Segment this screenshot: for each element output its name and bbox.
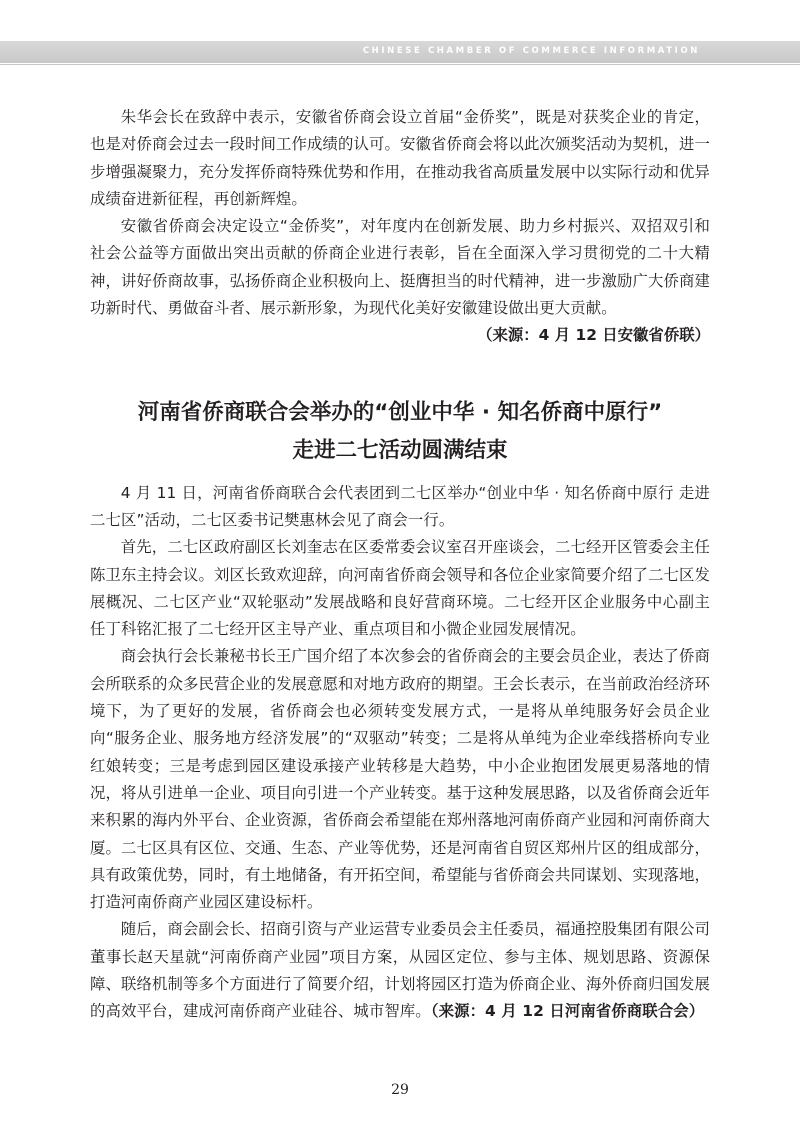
page-content	[90, 104, 710, 1026]
article2-paragraph-last	[90, 916, 710, 1025]
article2-paragraph-text: 随后，商会副会长、招商引资与产业运营专业委员会主任委员，福通控股集团有限公司董事长赵天星就“河南侨商产业园”项目方案，从园区定位、参与主体、规划思路、资源保障、联络机制等多个方面进行了简要介绍，计划将园区打造为侨商企业、海外侨商归国发展的高效平台，建成河南侨商产业硅谷、城市智库。	[90, 920, 710, 1021]
article2-source: （来源：4 月 12 日河南省侨商联合会）	[430, 1002, 705, 1021]
page-number: 29	[391, 1082, 409, 1098]
article2-paragraph: 首先，二七区政府副区长刘奎志在区委常委会议室召开座谈会，二七经开区管委会主任陈卫东主持会议。刘区长致欢迎辞，向河南省侨商会领导和各位企业家简要介绍了二七区发展概况、二七区产业“双轮驱动”发展战略和良好营商环境。二七经开区企业服务中心副主任丁科铭汇报了二七经开区主导产业、重点项目和小微企业园发展情况。	[90, 538, 710, 639]
article1-source: （来源：4 月 12 日安徽省侨联）	[477, 326, 710, 345]
article1-paragraph: 安徽省侨商会决定设立“金侨奖”，对年度内在创新发展、助力乡村振兴、双招双引和社会公益等方面做出突出贡献的侨商企业进行表彰，旨在全面深入学习贯彻党的二十大精神，讲好侨商故事，弘扬侨商企业积极向上、挺膺担当的时代精神，进一步激励广大侨商建功新时代、勇做奋斗者、展示新形象，为现代化美好安徽建设做出更大贡献。	[90, 217, 710, 318]
article2-paragraph: 商会执行会长兼秘书长王广国介绍了本次参会的省侨商会的主要会员企业，表达了侨商会所联系的众多民营企业的发展意愿和对地方政府的期望。王会长表示，在当前政治经济环境下，为了更好的发展，省侨商会也必须转变发展方式，一是将从单纯服务好会员企业向“服务企业、服务地方经济发展”的“双驱动”转变；二是将从单纯为企业牵线搭桥向专业红娘转变；三是考虑到园区建设承接产业转移是大趋势，中小企业抱团发展更易落地的情况，将从引进单一企业、项目向引进一个产业转变。基于这种发展思路，以及省侨商会近年来积累的海内外平台、企业资源，省侨商会希望能在郑州落地河南侨商产业园和河南侨商大厦。二七区具有区位、交通、生态、产业等优势，还是河南省自贸区郑州片区的组成部分，具有政策优势，同时，有土地储备，有开拓空间，希望能与省侨商会共同谋划、实现落地，打造河南侨商产业园区建设标杆。	[90, 647, 710, 912]
article2-title-line1: 河南省侨商联合会举办的“创业中华 · 知名侨商中原行”	[137, 399, 663, 425]
article2-paragraph: 4 月 11 日，河南省侨商联合会代表团到二七区举办“创业中华 · 知名侨商中原行 走进二七区”活动，二七区委书记樊惠林会见了商会一行。	[90, 483, 710, 529]
article2-title-line2: 走进二七活动圆满结束	[292, 437, 508, 463]
running-title: CHINESE CHAMBER OF COMMERCE INFORMATION	[362, 46, 700, 56]
header-divider	[0, 64, 800, 65]
article2-title	[90, 394, 710, 470]
article1-paragraph: 朱华会长在致辞中表示，安徽省侨商会设立首届“金侨奖”，既是对获奖企业的肯定，也是对侨商会过去一段时间工作成绩的认可。安徽省侨商会将以此次颁奖活动为契机，进一步增强凝聚力，充分发挥侨商特殊优势和作用，在推动我省高质量发展中以实际行动和优异成绩奋进新征程，再创新辉煌。	[90, 108, 710, 208]
